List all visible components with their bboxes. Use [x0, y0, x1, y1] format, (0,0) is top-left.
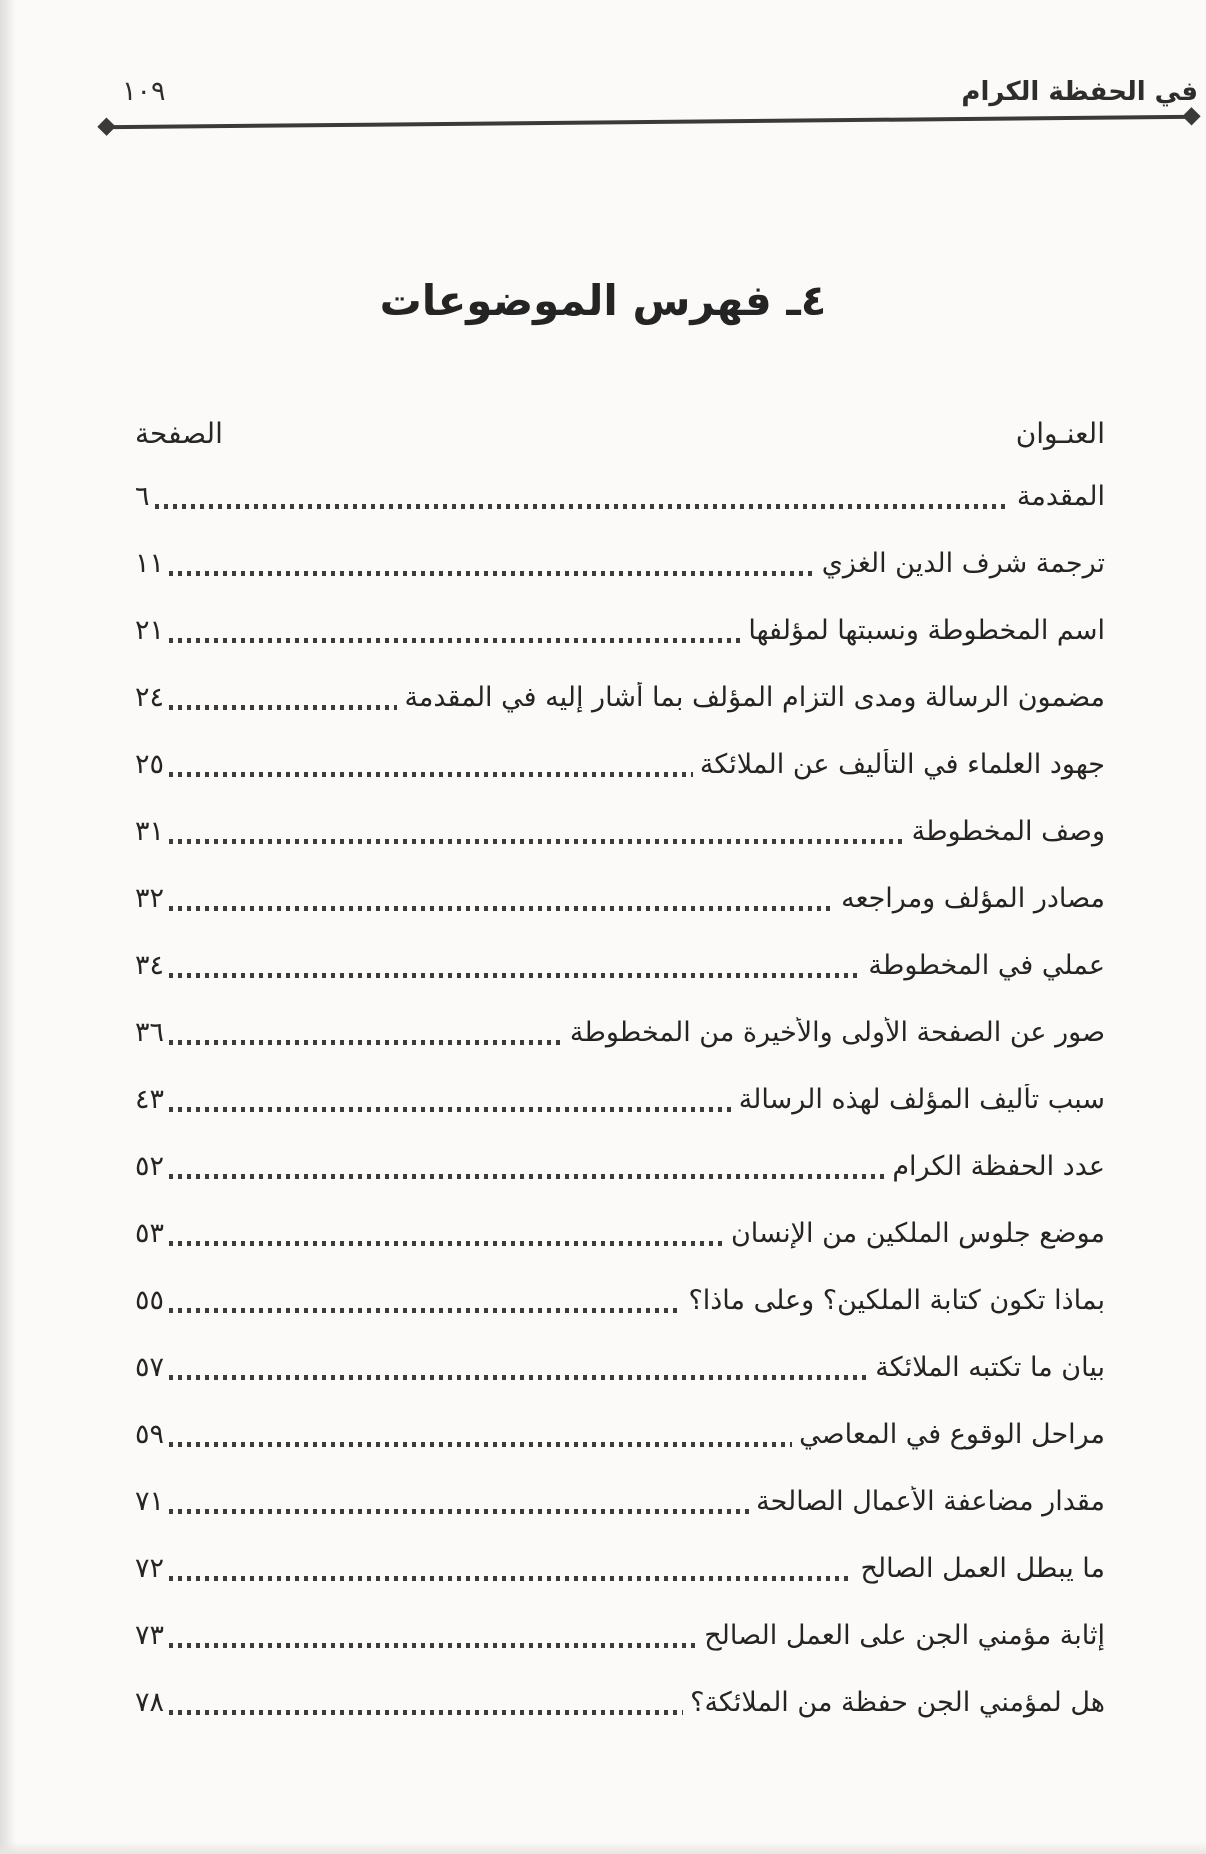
toc-entry-page: ٣٤	[135, 949, 165, 981]
toc-row	[135, 677, 1105, 717]
toc-row	[135, 878, 1105, 918]
toc-entry-page: ٥٥	[135, 1284, 165, 1316]
toc-entry-title: مصادر المؤلف ومراجعه	[841, 882, 1105, 914]
dot-leader	[155, 504, 1010, 509]
toc-entry-title: سبب تأليف المؤلف لهذه الرسالة	[738, 1083, 1105, 1115]
toc-column-headers	[135, 417, 1105, 450]
toc-row	[135, 1280, 1105, 1320]
toc-entry-page: ٧٨	[135, 1686, 165, 1718]
toc-entry-page: ٧١	[135, 1485, 165, 1517]
dot-leader	[169, 906, 834, 911]
toc-entry-title: عدد الحفظة الكرام	[892, 1150, 1105, 1182]
toc-entry-title: مراحل الوقوع في المعاصي	[799, 1418, 1105, 1450]
page-header	[0, 0, 1206, 107]
toc-entry-title: المقدمة	[1016, 480, 1105, 512]
toc-entry-title: إثابة مؤمني الجن على العمل الصالح	[704, 1619, 1105, 1651]
section-title: ٤ـ فهرس الموضوعات	[379, 276, 827, 325]
dot-leader	[169, 839, 905, 844]
toc-entry-page: ٦	[135, 480, 150, 512]
toc-entry-page: ٣١	[135, 815, 165, 847]
toc-row	[135, 744, 1105, 784]
toc-entry-page: ٥٢	[135, 1150, 165, 1182]
toc-entry-title: صور عن الصفحة الأولى والأخيرة من المخطوطة	[569, 1016, 1105, 1048]
dot-leader	[169, 973, 861, 978]
toc-row	[135, 945, 1105, 985]
dot-leader	[169, 1107, 732, 1112]
dot-leader	[169, 1040, 563, 1045]
dot-leader	[169, 1576, 853, 1581]
toc-entry-title: ما يبطل العمل الصالح	[860, 1552, 1105, 1584]
dot-leader	[169, 705, 397, 710]
dot-leader	[169, 571, 815, 576]
toc-entry-page: ١١	[135, 547, 165, 579]
toc-entry-title: بماذا تكون كتابة الملكين؟ وعلى ماذا؟	[688, 1284, 1105, 1316]
toc-row	[135, 1615, 1105, 1655]
dot-leader	[169, 1509, 749, 1514]
toc-entry-title: عملي في المخطوطة	[868, 949, 1105, 981]
toc-entry-page: ٧٣	[135, 1619, 165, 1651]
running-header: في الحفظة الكرام	[961, 77, 1198, 107]
toc-entry-page: ٧٢	[135, 1552, 165, 1584]
toc-entry-page: ٥٩	[135, 1418, 165, 1450]
toc-entry-page: ٥٣	[135, 1217, 165, 1249]
toc-row	[135, 1146, 1105, 1186]
toc-content	[135, 417, 1105, 1722]
diamond-icon	[97, 118, 115, 136]
dot-leader	[169, 1710, 683, 1715]
toc-entry-page: ٢١	[135, 614, 165, 646]
toc-entry-title: اسم المخطوطة ونسبتها لمؤلفها	[748, 614, 1105, 646]
dot-leader	[169, 1375, 868, 1380]
toc-row	[135, 1682, 1105, 1722]
toc-entry-page: ٢٥	[135, 748, 165, 780]
toc-entry-title: مضمون الرسالة ومدى التزام المؤلف بما أشار إليه في المقدمة	[404, 681, 1105, 713]
toc-row	[135, 476, 1105, 516]
toc-entry-page: ٣٢	[135, 882, 165, 914]
dot-leader	[169, 1643, 697, 1648]
rule-line	[113, 114, 1185, 128]
toc-entry-title: مقدار مضاعفة الأعمال الصالحة	[756, 1485, 1105, 1517]
toc-row	[135, 610, 1105, 650]
toc-list	[135, 476, 1105, 1722]
dot-leader	[169, 1442, 792, 1447]
toc-entry-title: جهود العلماء في التأليف عن الملائكة	[699, 748, 1105, 780]
toc-row	[135, 1079, 1105, 1119]
toc-row	[135, 1347, 1105, 1387]
toc-row	[135, 1481, 1105, 1521]
page-number: ١٠٩	[122, 76, 166, 107]
toc-entry-page: ٥٧	[135, 1351, 165, 1383]
toc-entry-title: موضع جلوس الملكين من الإنسان	[730, 1217, 1105, 1249]
dot-leader	[169, 772, 693, 777]
toc-entry-title: ترجمة شرف الدين الغزي	[821, 547, 1105, 579]
dot-leader	[169, 1241, 724, 1246]
toc-entry-page: ٤٣	[135, 1083, 165, 1115]
dot-leader	[169, 1174, 885, 1179]
diamond-icon	[1182, 107, 1200, 125]
toc-entry-page: ٢٤	[135, 681, 165, 713]
toc-page-column-header: الصفحة	[135, 417, 223, 450]
toc-entry-title: هل لمؤمني الجن حفظة من الملائكة؟	[690, 1686, 1105, 1718]
toc-row	[135, 811, 1105, 851]
scan-edge-bottom	[0, 1842, 1206, 1854]
toc-title-column-header: العنـوان	[1015, 417, 1105, 450]
toc-entry-title: وصف المخطوطة	[911, 815, 1105, 847]
header-rule	[100, 110, 1198, 134]
toc-row	[135, 1012, 1105, 1052]
toc-row	[135, 1414, 1105, 1454]
toc-row	[135, 543, 1105, 583]
dot-leader	[169, 1308, 681, 1313]
dot-leader	[169, 638, 741, 643]
toc-entry-page: ٣٦	[135, 1016, 165, 1048]
toc-entry-title: بيان ما تكتبه الملائكة	[875, 1351, 1105, 1383]
toc-row	[135, 1548, 1105, 1588]
toc-row	[135, 1213, 1105, 1253]
